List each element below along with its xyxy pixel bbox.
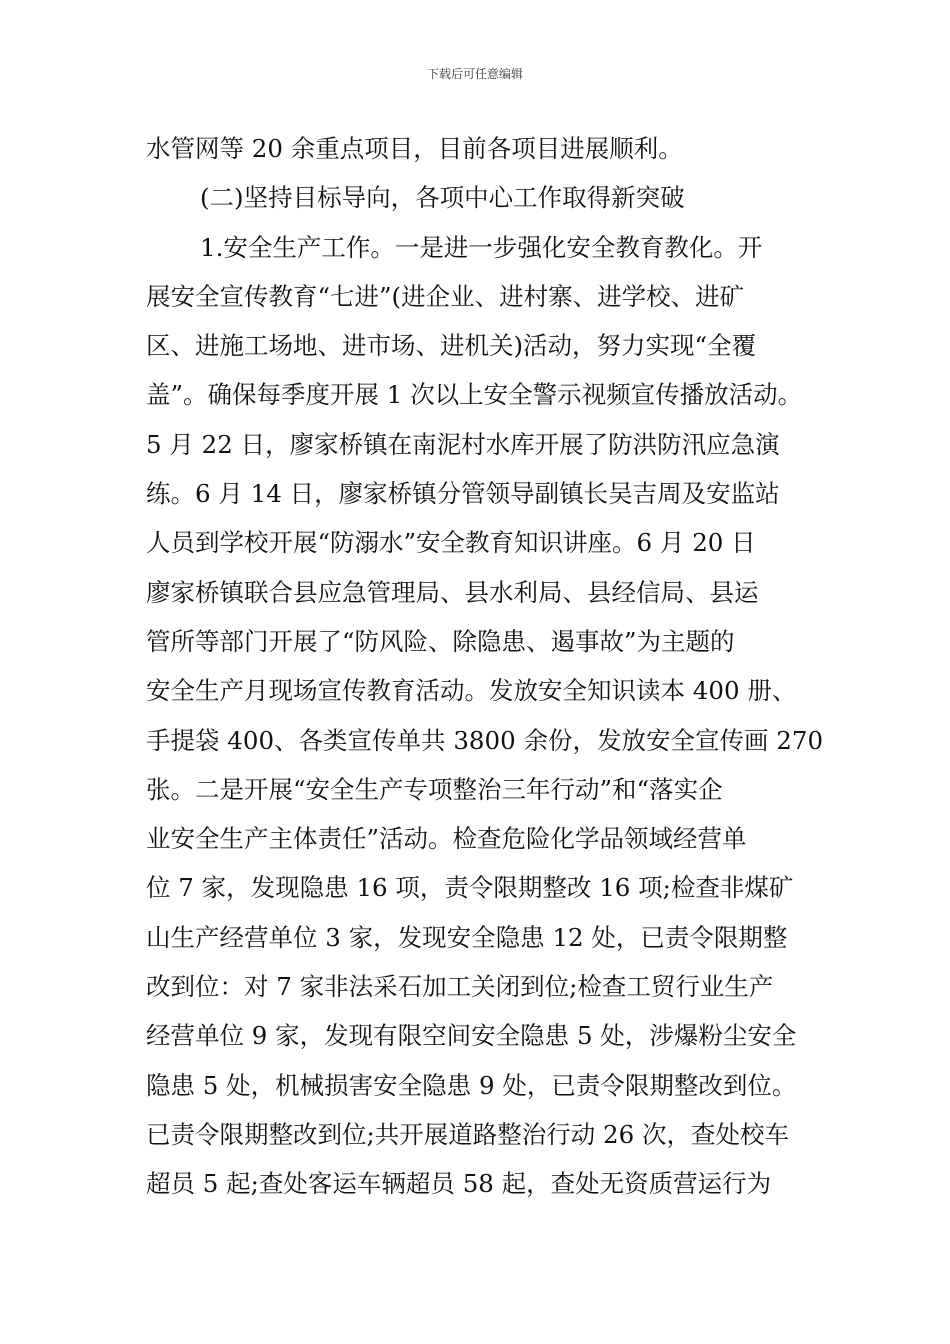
document-body: [146, 130, 824, 1215]
text-line: 张。二是开展“安全生产专项整治三年行动”和“落实企: [146, 774, 723, 804]
text-line: 1.安全生产工作。一是进一步强化安全教育教化。开: [200, 232, 763, 262]
text-line: 展安全宣传教育“七进”(进企业、进村寨、进学校、进矿: [146, 281, 745, 311]
text-line: 手提袋 400、各类宣传单共 3800 余份，发放安全宣传画 270: [146, 725, 824, 755]
text-line: 业安全生产主体责任”活动。检查危险化学品领域经营单: [146, 824, 747, 854]
text-line: 改到位：对 7 家非法采石加工关闭到位;检查工贸行业生产: [146, 972, 774, 1002]
page-header: 下载后可任意编辑: [426, 67, 523, 81]
text-line: 超员 5 起;查处客运车辆超员 58 起，查处无资质营运行为: [146, 1169, 772, 1199]
text-line: 人员到学校开展“防溺水”安全教育知识讲座。6 月 20 日: [146, 528, 756, 558]
text-line: 经营单位 9 家，发现有限空间安全隐患 5 处，涉爆粉尘安全: [146, 1021, 797, 1051]
text-line: 区、进施工场地、进市场、进机关)活动，努力实现“全覆: [146, 331, 757, 361]
text-line: 山生产经营单位 3 家，发现安全隐患 12 处，已责令限期整: [146, 922, 788, 952]
text-line: 位 7 家，发现隐患 16 项，责令限期整改 16 项;检查非煤矿: [146, 873, 794, 903]
text-line: 隐患 5 处，机械损害安全隐患 9 处，已责令限期整改到位。: [146, 1070, 797, 1100]
section-heading: (二)坚持目标导向，各项中心工作取得新突破: [200, 183, 685, 213]
text-line: 练。6 月 14 日，廖家桥镇分管领导副镇长吴吉周及安监站: [146, 479, 780, 509]
text-line: 盖”。确保每季度开展 1 次以上安全警示视频宣传播放活动。: [146, 380, 803, 410]
text-line: 管所等部门开展了“防风险、除隐患、遏事故”为主题的: [146, 626, 735, 656]
text-line: 廖家桥镇联合县应急管理局、县水利局、县经信局、县运: [146, 577, 759, 607]
text-line: 已责令限期整改到位;共开展道路整治行动 26 次，查处校车: [146, 1119, 790, 1149]
text-line: 5 月 22 日，廖家桥镇在南泥村水库开展了防洪防汛应急演: [146, 429, 780, 459]
text-line: 水管网等 20 余重点项目，目前各项目进展顺利。: [146, 134, 683, 163]
text-line: 安全生产月现场宣传教育活动。发放安全知识读本 400 册、: [146, 676, 797, 706]
